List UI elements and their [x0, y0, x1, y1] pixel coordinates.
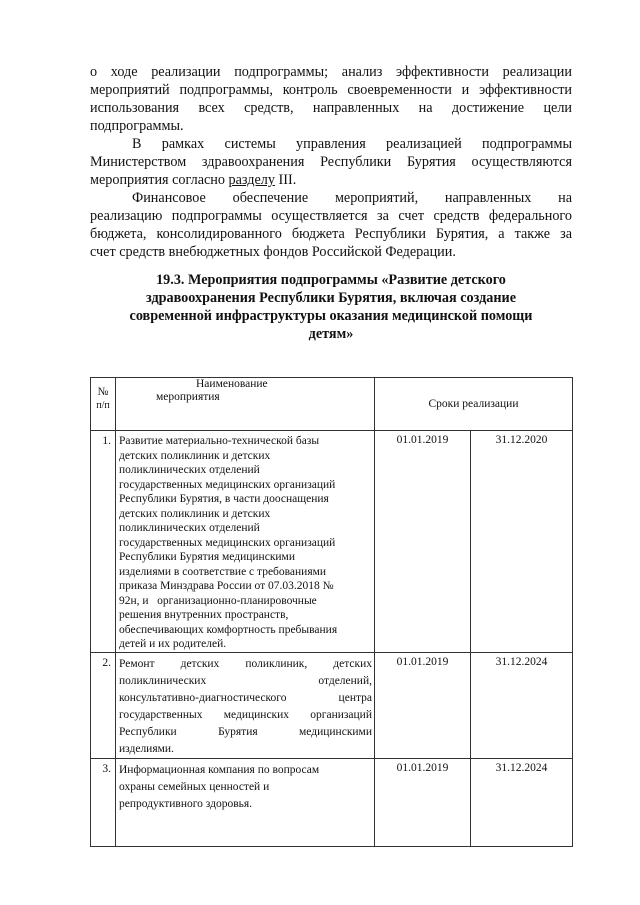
- row-end-date: 31.12.2024: [471, 758, 573, 846]
- heading-line: детям»: [308, 326, 354, 342]
- row-name-line: государственных медицинских организаций: [119, 708, 372, 721]
- row-end-date: 31.12.2020: [471, 431, 573, 653]
- paragraph-line: о ходе реализации подпрограммы; анализ эффективности реализации: [90, 64, 572, 80]
- heading-line: здравоохранения Республики Бурятия, включая создание: [146, 290, 516, 306]
- paragraph-line: подпрограммы.: [90, 118, 184, 134]
- table-row: [91, 431, 573, 653]
- paragraph-line: реализацию подпрограммы осуществляется за счет средств федерального: [90, 208, 572, 224]
- row-name-line: Республики Бурятия медицинскими: [119, 725, 372, 738]
- line-prefix: мероприятия согласно: [90, 172, 229, 188]
- section-heading: [90, 271, 572, 343]
- row-name-line: приказа Минздрава России от 07.03.2018 №: [119, 580, 334, 592]
- paragraph-line: [90, 171, 572, 189]
- paragraph-line: Министерством здравоохранения Республики Бурятия осуществляются: [90, 154, 572, 170]
- row-name-line: репродуктивного здоровья.: [119, 797, 253, 810]
- row-name-line: решения внутренних пространств,: [119, 609, 289, 621]
- row-name-line: Информационная компания по вопросам: [119, 763, 320, 776]
- header-name: [116, 378, 375, 431]
- row-start-date: 01.01.2019: [375, 758, 471, 846]
- header-name-line: мероприятия: [156, 391, 220, 403]
- paragraph-2: [90, 135, 572, 189]
- row-name-line: государственных медицинских организаций: [119, 536, 336, 549]
- row-name-line: детских поликлиник и детских: [119, 449, 271, 462]
- paragraph-line: бюджета, консолидированного бюджета Республики Бурятия, а также за: [90, 226, 572, 242]
- row-name-line: изделиями.: [119, 742, 174, 755]
- row-name-line: Республики Бурятия, в части дооснащения: [119, 493, 329, 505]
- row-name-line: изделиями в соответствие с требованиями: [119, 565, 327, 578]
- row-number: 2.: [91, 652, 116, 758]
- row-number: 1.: [91, 431, 116, 653]
- row-name: [116, 758, 375, 846]
- paragraph-3: [90, 189, 572, 261]
- paragraph-line: Финансовое обеспечение мероприятий, направленных на: [132, 190, 572, 206]
- row-name-line: государственных медицинских организаций: [119, 478, 336, 491]
- table-header-row: [91, 378, 573, 431]
- heading-line: 19.3. Мероприятия подпрограммы «Развитие детского: [156, 272, 506, 288]
- paragraph-line: мероприятий подпрограммы, контроль своевременности и эффективности: [90, 82, 572, 98]
- table-row: [91, 758, 573, 846]
- paragraph-line: использования всех средств, направленных на достижение цели: [90, 100, 572, 116]
- row-name-line: Ремонт детских поликлиник, детских: [119, 657, 372, 670]
- row-name-line: детей и их родителей.: [119, 638, 227, 650]
- row-name: [116, 431, 375, 653]
- row-name-line: Республики Бурятия медицинскими: [119, 551, 295, 563]
- header-name-line: Наименование: [196, 378, 268, 390]
- activities-table: [90, 377, 573, 847]
- row-name-line: поликлинических отделений: [119, 464, 260, 476]
- header-num-symbol: №: [97, 386, 109, 398]
- row-name-line: 92н, и организационно-планировочные: [119, 594, 317, 607]
- paragraph-1: [90, 63, 572, 135]
- line-suffix: III.: [274, 172, 297, 188]
- row-name-line: поликлинических отделений: [119, 522, 260, 534]
- paragraph-line: счет средств внебюджетных фондов Российской Федерации.: [90, 244, 456, 260]
- row-name-line: охраны семейных ценностей и: [119, 780, 270, 793]
- row-end-date: 31.12.2024: [471, 652, 573, 758]
- row-name-line: Развитие материально-технической базы: [119, 435, 320, 447]
- row-start-date: 01.01.2019: [375, 652, 471, 758]
- row-number: 3.: [91, 758, 116, 846]
- header-num: [91, 378, 116, 431]
- section-link[interactable]: разделу: [228, 172, 275, 188]
- row-start-date: 01.01.2019: [375, 431, 471, 653]
- row-name-line: детских поликлиник и детских: [119, 507, 271, 520]
- row-name: [116, 652, 375, 758]
- paragraph-line: В рамках системы управления реализацией подпрограммы: [132, 136, 572, 152]
- header-num-abbr: п/п: [96, 400, 110, 411]
- heading-line: современной инфраструктуры оказания медицинской помощи: [129, 308, 533, 324]
- table-row: [91, 652, 573, 758]
- row-name-line: поликлинических отделений,: [119, 674, 372, 687]
- row-name-line: консультативно-диагностического центра: [119, 691, 372, 704]
- row-name-line: обеспечивающих комфортность пребывания: [119, 623, 338, 636]
- header-dates: Сроки реализации: [375, 378, 573, 431]
